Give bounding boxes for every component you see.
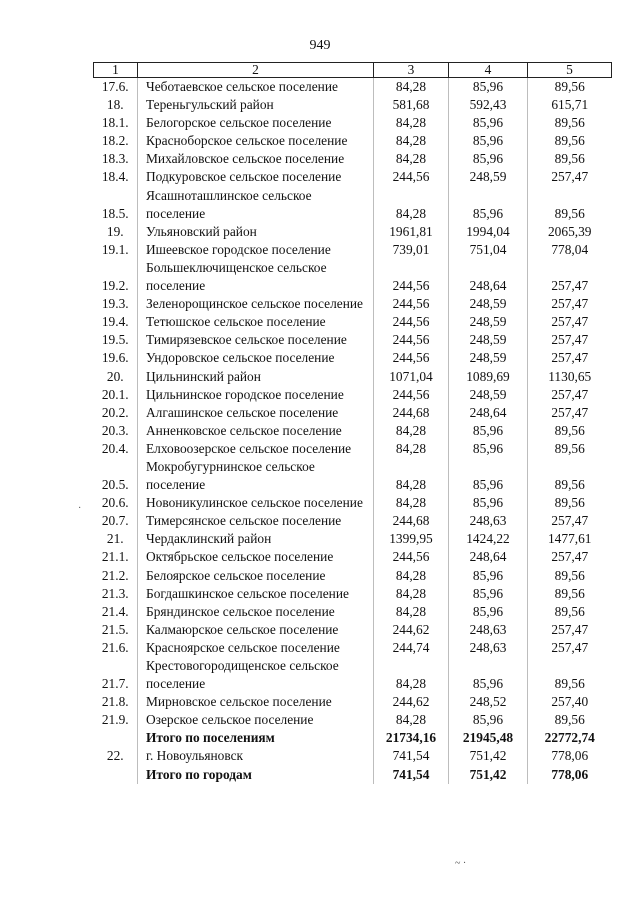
row-number: 19.2. — [101, 278, 129, 294]
table-row — [94, 114, 612, 132]
value-col-3: 244,62 — [374, 693, 449, 711]
column-header: 2 — [138, 63, 374, 78]
row-number: 19.5. — [101, 332, 129, 348]
row-name: Озерское сельское поселение — [138, 711, 374, 729]
value-col-4: 85,96 — [449, 494, 528, 512]
value-col-5: 257,47 — [528, 295, 612, 313]
value-col-3: 244,62 — [374, 621, 449, 639]
row-name: Ульяновский район — [138, 223, 374, 241]
value-col-5: 89,56 — [528, 458, 612, 494]
value-col-4: 85,96 — [449, 132, 528, 150]
row-name: Михайловское сельское поселение — [138, 150, 374, 168]
row-name: Тереньгульский район — [138, 96, 374, 114]
value-col-5: 1130,65 — [528, 368, 612, 386]
value-col-4: 248,63 — [449, 621, 528, 639]
row-number: 21.1. — [101, 549, 129, 565]
value-col-4: 1994,04 — [449, 223, 528, 241]
table-header-row — [94, 63, 612, 78]
value-col-5: 257,47 — [528, 548, 612, 566]
value-col-3: 244,56 — [374, 259, 449, 295]
value-col-5: 778,06 — [528, 747, 612, 765]
table-row — [94, 331, 612, 349]
row-name: Ишеевское городское поселение — [138, 241, 374, 259]
value-col-4: 248,59 — [449, 349, 528, 367]
row-name: Подкуровское сельское поселение — [138, 168, 374, 186]
value-col-3: 244,56 — [374, 313, 449, 331]
row-name: Мирновское сельское поселение — [138, 693, 374, 711]
row-name: Крестовогородищенское сельское поселение — [138, 657, 374, 693]
value-col-5: 22772,74 — [528, 729, 612, 747]
column-header: 3 — [374, 63, 449, 78]
row-number: 17.6. — [101, 79, 129, 94]
value-col-3: 84,28 — [374, 132, 449, 150]
value-col-4: 1089,69 — [449, 368, 528, 386]
row-number: 19. — [106, 223, 124, 239]
value-col-3: 244,56 — [374, 331, 449, 349]
row-name: Зеленорощинское сельское поселение — [138, 295, 374, 313]
value-col-4: 85,96 — [449, 187, 528, 223]
row-name: Анненковское сельское поселение — [138, 422, 374, 440]
row-number: 19.1. — [101, 241, 129, 257]
value-col-3: 84,28 — [374, 494, 449, 512]
row-name: Бряндинское сельское поселение — [138, 603, 374, 621]
value-col-4: 85,96 — [449, 114, 528, 132]
table-row — [94, 259, 612, 295]
value-col-4: 248,64 — [449, 259, 528, 295]
value-col-3: 741,54 — [374, 747, 449, 765]
table-row — [94, 567, 612, 585]
value-col-5: 89,56 — [528, 657, 612, 693]
row-name: Тимирязевское сельское поселение — [138, 331, 374, 349]
value-col-5: 89,56 — [528, 711, 612, 729]
value-col-4: 85,96 — [449, 603, 528, 621]
value-col-4: 1424,22 — [449, 530, 528, 548]
value-col-4: 85,96 — [449, 585, 528, 603]
value-col-5: 257,47 — [528, 639, 612, 657]
table-row — [94, 548, 612, 566]
table-row — [94, 657, 612, 693]
value-col-4: 248,59 — [449, 295, 528, 313]
row-number: 20.7. — [101, 513, 129, 529]
row-name: Белоярское сельское поселение — [138, 567, 374, 585]
value-col-4: 248,52 — [449, 693, 528, 711]
value-col-3: 244,68 — [374, 512, 449, 530]
value-col-3: 84,28 — [374, 657, 449, 693]
value-col-3: 244,56 — [374, 386, 449, 404]
row-name: Чеботаевское сельское поселение — [138, 78, 374, 97]
row-name: Елховоозерское сельское поселение — [138, 440, 374, 458]
value-col-4: 85,96 — [449, 422, 528, 440]
value-col-4: 592,43 — [449, 96, 528, 114]
value-col-5: 89,56 — [528, 585, 612, 603]
value-col-5: 89,56 — [528, 440, 612, 458]
table-row — [94, 621, 612, 639]
table-row — [94, 494, 612, 512]
value-col-5: 778,04 — [528, 241, 612, 259]
table-row — [94, 440, 612, 458]
row-name: Тетюшское сельское поселение — [138, 313, 374, 331]
row-number: 18.5. — [101, 205, 129, 221]
value-col-4: 248,64 — [449, 404, 528, 422]
row-name: Чердаклинский район — [138, 530, 374, 548]
row-number: 18.2. — [101, 133, 129, 149]
row-number: 21.7. — [101, 676, 129, 692]
table-row — [94, 386, 612, 404]
value-col-3: 84,28 — [374, 187, 449, 223]
row-name: Мокробугурнинское сельское поселение — [138, 458, 374, 494]
value-col-3: 84,28 — [374, 711, 449, 729]
row-name: Цильнинское городское поселение — [138, 386, 374, 404]
row-name: Итого по городам — [138, 766, 374, 784]
row-name: г. Новоульяновск — [138, 747, 374, 765]
table-row — [94, 187, 612, 223]
row-name: Калмаюрское сельское поселение — [138, 621, 374, 639]
value-col-3: 244,56 — [374, 548, 449, 566]
value-col-3: 84,28 — [374, 458, 449, 494]
scan-artifact: ~ · — [455, 858, 467, 869]
value-col-3: 244,68 — [374, 404, 449, 422]
table-row — [94, 368, 612, 386]
row-number: 20.2. — [101, 404, 129, 420]
row-name: Белогорское сельское поселение — [138, 114, 374, 132]
table-row — [94, 530, 612, 548]
value-col-5: 257,47 — [528, 168, 612, 186]
value-col-5: 89,56 — [528, 567, 612, 585]
value-col-4: 751,42 — [449, 766, 528, 784]
table-row — [94, 729, 612, 747]
row-name: Алгашинское сельское поселение — [138, 404, 374, 422]
value-col-5: 89,56 — [528, 187, 612, 223]
table-row — [94, 313, 612, 331]
value-col-5: 89,56 — [528, 132, 612, 150]
row-number: 19.3. — [101, 296, 129, 312]
value-col-4: 85,96 — [449, 440, 528, 458]
table-row — [94, 349, 612, 367]
column-header: 4 — [449, 63, 528, 78]
table-row — [94, 585, 612, 603]
row-number: 18.3. — [101, 151, 129, 167]
value-col-3: 1961,81 — [374, 223, 449, 241]
value-col-5: 1477,61 — [528, 530, 612, 548]
value-col-5: 89,56 — [528, 150, 612, 168]
row-number: 19.4. — [101, 314, 129, 330]
table-row — [94, 404, 612, 422]
table-row — [94, 96, 612, 114]
table-row — [94, 766, 612, 784]
value-col-3: 84,28 — [374, 440, 449, 458]
value-col-3: 739,01 — [374, 241, 449, 259]
value-col-4: 85,96 — [449, 567, 528, 585]
value-col-5: 2065,39 — [528, 223, 612, 241]
value-col-3: 84,28 — [374, 422, 449, 440]
row-name: Ясашноташлинское сельское поселение — [138, 187, 374, 223]
table-row — [94, 78, 612, 97]
row-number: 21.2. — [101, 567, 129, 583]
value-col-3: 84,28 — [374, 150, 449, 168]
table-row — [94, 512, 612, 530]
row-number: 18.1. — [101, 115, 129, 131]
value-col-3: 1399,95 — [374, 530, 449, 548]
row-number: 21.9. — [101, 712, 129, 728]
value-col-4: 248,59 — [449, 168, 528, 186]
value-col-3: 244,56 — [374, 349, 449, 367]
value-col-5: 89,56 — [528, 114, 612, 132]
table-row — [94, 603, 612, 621]
value-col-3: 741,54 — [374, 766, 449, 784]
value-col-5: 257,47 — [528, 313, 612, 331]
table-row — [94, 223, 612, 241]
row-name: Новоникулинское сельское поселение — [138, 494, 374, 512]
value-col-5: 257,47 — [528, 349, 612, 367]
row-number: 20.6. — [101, 495, 129, 511]
row-number — [94, 729, 138, 747]
value-col-5: 778,06 — [528, 766, 612, 784]
table-row — [94, 422, 612, 440]
row-number: 21.8. — [101, 694, 129, 710]
row-number: 20.4. — [101, 440, 129, 456]
value-col-4: 248,63 — [449, 639, 528, 657]
table-row — [94, 150, 612, 168]
value-col-4: 751,42 — [449, 747, 528, 765]
table-row — [94, 639, 612, 657]
row-number: 18.4. — [101, 169, 129, 185]
value-col-4: 85,96 — [449, 711, 528, 729]
row-name: Красноборское сельское поселение — [138, 132, 374, 150]
page-number: 949 — [309, 38, 331, 53]
row-number: 21.5. — [101, 621, 129, 637]
value-col-5: 257,47 — [528, 621, 612, 639]
value-col-5: 257,47 — [528, 259, 612, 295]
value-col-3: 84,28 — [374, 78, 449, 97]
value-col-4: 751,04 — [449, 241, 528, 259]
value-col-4: 85,96 — [449, 150, 528, 168]
row-name: Итого по поселениям — [138, 729, 374, 747]
row-number: 21.4. — [101, 603, 129, 619]
value-col-3: 21734,16 — [374, 729, 449, 747]
table-row — [94, 747, 612, 765]
row-number: 20. — [106, 368, 124, 384]
value-col-3: 1071,04 — [374, 368, 449, 386]
value-col-4: 248,63 — [449, 512, 528, 530]
row-number: 21.3. — [101, 585, 129, 601]
table-row — [94, 711, 612, 729]
table-row — [94, 458, 612, 494]
value-col-4: 248,64 — [449, 548, 528, 566]
value-col-4: 85,96 — [449, 78, 528, 97]
value-col-5: 89,56 — [528, 78, 612, 97]
row-number: 19.6. — [101, 350, 129, 366]
column-header: 5 — [528, 63, 612, 78]
table-row — [94, 168, 612, 186]
table-row — [94, 132, 612, 150]
value-col-5: 89,56 — [528, 494, 612, 512]
value-col-3: 244,56 — [374, 295, 449, 313]
table-row — [94, 295, 612, 313]
scan-artifact: · — [78, 503, 82, 514]
value-col-5: 257,47 — [528, 331, 612, 349]
row-name: Красноярское сельское поселение — [138, 639, 374, 657]
row-number: 22. — [106, 748, 124, 764]
row-name: Богдашкинское сельское поселение — [138, 585, 374, 603]
table-row — [94, 241, 612, 259]
budget-table — [93, 62, 612, 784]
value-col-3: 84,28 — [374, 585, 449, 603]
value-col-3: 84,28 — [374, 567, 449, 585]
row-number: 18. — [106, 97, 124, 113]
value-col-5: 89,56 — [528, 422, 612, 440]
row-number: 20.1. — [101, 386, 129, 402]
row-name: Тимерсянское сельское поселение — [138, 512, 374, 530]
row-name: Октябрьское сельское поселение — [138, 548, 374, 566]
row-name: Большеключищенское сельское поселение — [138, 259, 374, 295]
value-col-5: 89,56 — [528, 603, 612, 621]
table-body — [94, 78, 612, 784]
value-col-4: 85,96 — [449, 458, 528, 494]
value-col-4: 248,59 — [449, 313, 528, 331]
value-col-4: 248,59 — [449, 331, 528, 349]
value-col-3: 84,28 — [374, 114, 449, 132]
value-col-5: 257,40 — [528, 693, 612, 711]
value-col-5: 257,47 — [528, 386, 612, 404]
value-col-3: 84,28 — [374, 603, 449, 621]
value-col-5: 615,71 — [528, 96, 612, 114]
value-col-4: 21945,48 — [449, 729, 528, 747]
row-number: 21.6. — [101, 639, 129, 655]
row-name: Цильнинский район — [138, 368, 374, 386]
row-number: 20.5. — [101, 477, 129, 493]
row-number: 20.3. — [101, 422, 129, 438]
table-row — [94, 693, 612, 711]
value-col-4: 85,96 — [449, 657, 528, 693]
row-name: Ундоровское сельское поселение — [138, 349, 374, 367]
value-col-3: 244,74 — [374, 639, 449, 657]
value-col-3: 244,56 — [374, 168, 449, 186]
row-number: 21. — [106, 531, 124, 547]
value-col-5: 257,47 — [528, 404, 612, 422]
column-header: 1 — [94, 63, 138, 78]
value-col-3: 581,68 — [374, 96, 449, 114]
value-col-4: 248,59 — [449, 386, 528, 404]
value-col-5: 257,47 — [528, 512, 612, 530]
row-number — [94, 766, 138, 784]
